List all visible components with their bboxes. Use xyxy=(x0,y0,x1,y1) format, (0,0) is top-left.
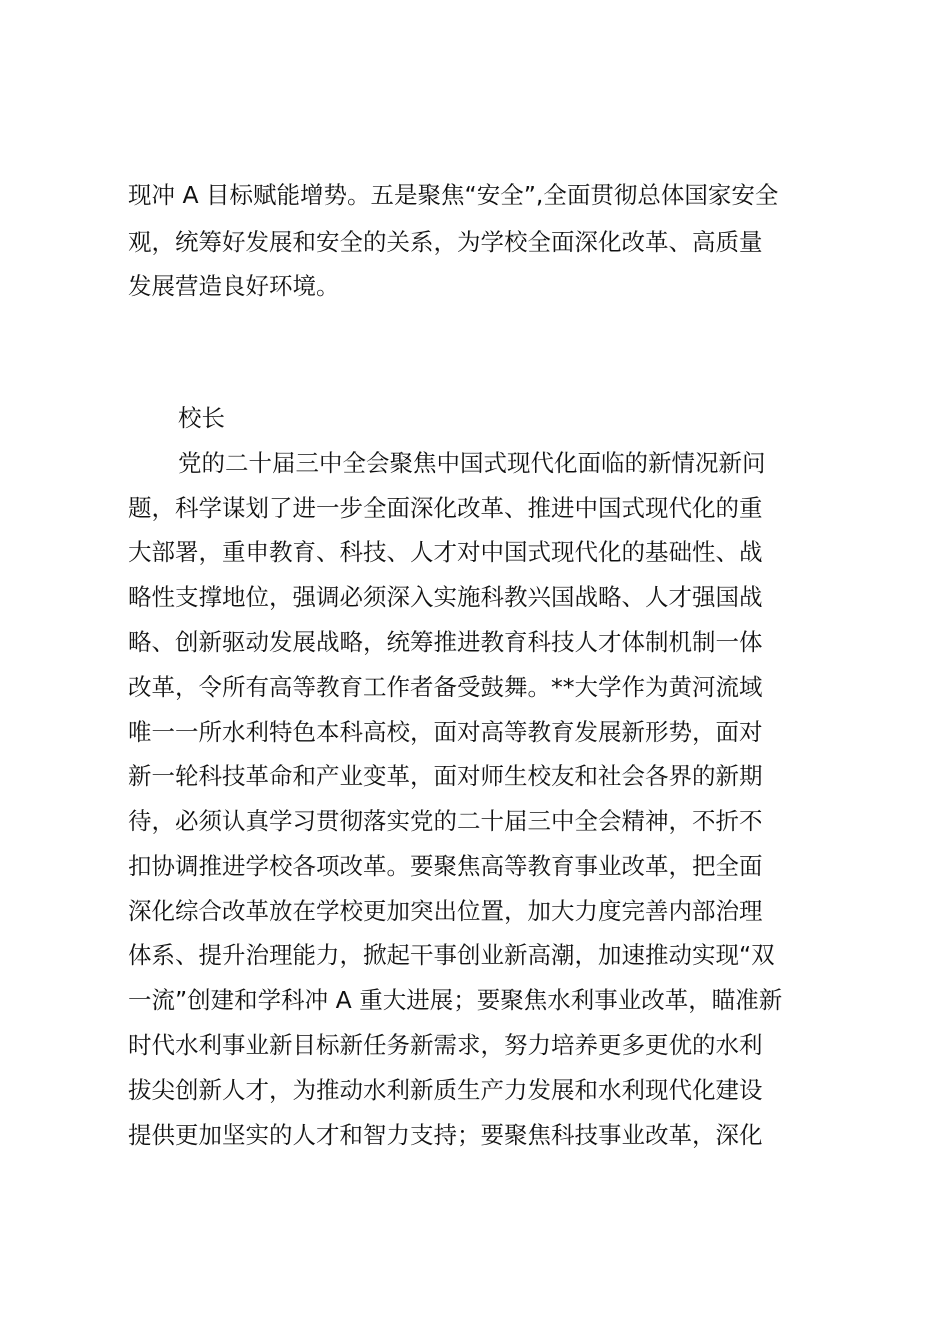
paragraph-line: 唯一一所水利特色本科高校，面对高等教育发展新形势，面对 xyxy=(128,718,763,746)
paragraph-line: 改革，令所有高等教育工作者备受鼓舞。**大学作为黄河流域 xyxy=(128,673,763,701)
paragraph-line: 深化综合改革放在学校更加突出位置，加大力度完善内部治理 xyxy=(128,897,763,925)
paragraph-line: 党的二十届三中全会聚焦中国式现代化面临的新情况新问 xyxy=(178,449,766,477)
paragraph-line: 发展营造良好环境。 xyxy=(128,272,340,300)
paragraph-line: 时代水利事业新目标新任务新需求，努力培养更多更优的水利 xyxy=(128,1031,763,1059)
paragraph-line: 大部署，重申教育、科技、人才对中国式现代化的基础性、战 xyxy=(128,538,763,566)
paragraph-line: 略性支撑地位，强调必须深入实施科教兴国战略、人才强国战 xyxy=(128,583,763,611)
paragraph-line: 观，统筹好发展和安全的关系，为学校全面深化改革、高质量 xyxy=(128,228,763,256)
paragraph-line: 一流”创建和学科冲 A 重大进展；要聚焦水利事业改革，瞄准新 xyxy=(128,986,783,1014)
paragraph-line: 新一轮科技革命和产业变革，面对师生校友和社会各界的新期 xyxy=(128,762,763,790)
paragraph-line: 提供更加坚实的人才和智力支持；要聚焦科技事业改革，深化 xyxy=(128,1121,763,1149)
paragraph-line: 扣协调推进学校各项改革。要聚焦高等教育事业改革，把全面 xyxy=(128,852,763,880)
paragraph-line: 拔尖创新人才，为推动水利新质生产力发展和水利现代化建设 xyxy=(128,1076,763,1104)
paragraph-line: 待，必须认真学习贯彻落实党的二十届三中全会精神，不折不 xyxy=(128,807,763,835)
speaker-heading: 校长 xyxy=(178,404,225,432)
paragraph-line: 现冲 A 目标赋能增势。五是聚焦“安全”,全面贯彻总体国家安全 xyxy=(128,181,779,209)
paragraph-line: 题，科学谋划了进一步全面深化改革、推进中国式现代化的重 xyxy=(128,494,763,522)
paragraph-line: 略、创新驱动发展战略，统筹推进教育科技人才体制机制一体 xyxy=(128,628,763,656)
paragraph-line: 体系、提升治理能力，掀起干事创业新高潮，加速推动实现“双 xyxy=(128,941,775,969)
